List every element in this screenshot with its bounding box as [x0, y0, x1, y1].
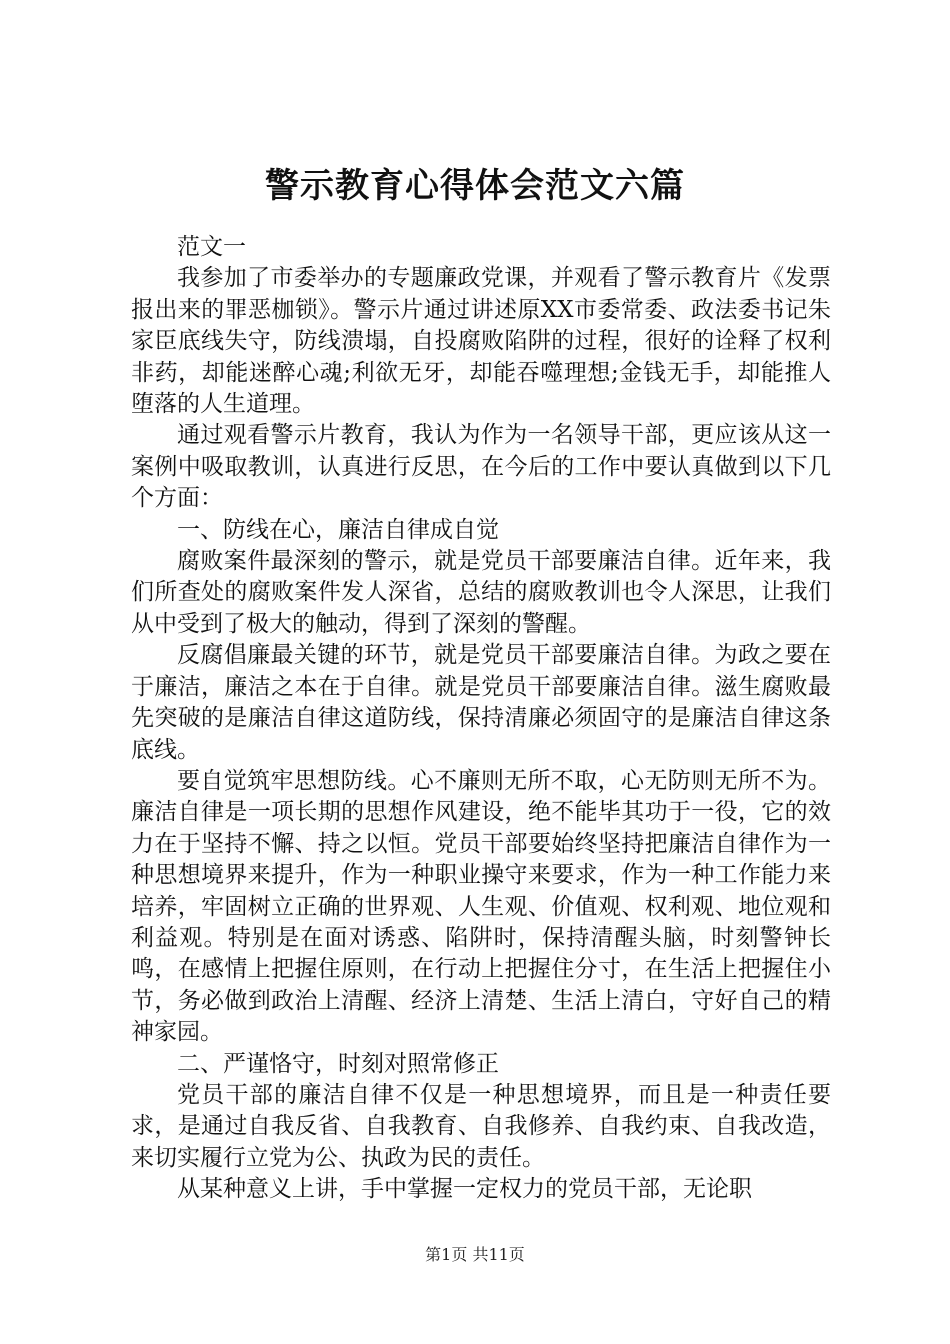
- paragraph: 要自觉筑牢思想防线。心不廉则无所不取，心无防则无所不为。廉洁自律是一项长期的思想作风建设，绝不能毕其功于一役，它的效力在于坚持不懈、持之以恒。党员干部要始终坚持把廉洁自律作为一种思想境界来提升，作为一种职业操守来要求，作为一种工作能力来培养，牢固树立正确的世界观、人生观、价值观、权利观、地位观和利益观。特别是在面对诱惑、陷阱时，保持清醒头脑，时刻警钟长鸣，在感情上把握住原则，在行动上把握住分寸，在生活上把握住小节，务必做到政治上清醒、经济上清楚、生活上清白，守好自己的精神家园。: [131, 767, 831, 1046]
- section-heading: 一、防线在心，廉洁自律成自觉: [177, 516, 499, 543]
- page-footer: 第1页 共11页: [425, 1245, 525, 1264]
- paragraph: 腐败案件最深刻的警示，就是党员干部要廉洁自律。近年来，我们所查处的腐败案件发人深省，总结的腐败教训也令人深思，让我们从中受到了极大的触动，得到了深刻的警醒。: [131, 548, 831, 637]
- paragraph: 党员干部的廉洁自律不仅是一种思想境界，而且是一种责任要求，是通过自我反省、自我教育、自我修养、自我约束、自我改造，来切实履行立党为公、执政为民的责任。: [131, 1081, 831, 1171]
- page-title: 警示教育心得体会范文六篇: [265, 166, 685, 206]
- section-label: 范文一: [177, 234, 246, 260]
- paragraph: 通过观看警示片教育，我认为作为一名领导干部，更应该从这一案例中吸取教训，认真进行反思，在今后的工作中要认真做到以下几个方面：: [131, 422, 831, 512]
- section-heading: 二、严谨恪守，时刻对照常修正: [177, 1050, 499, 1077]
- paragraph: 我参加了市委举办的专题廉政党课，并观看了警示教育片《发票报出来的罪恶枷锁》。警示片通过讲述原XX市委常委、政法委书记朱家臣底线失守，防线溃塌，自投腐败陷阱的过程，很好的诠释了权利非药，却能迷醉心魂;利欲无牙，却能吞噬理想;金钱无手，却能推人堕落的人生道理。: [131, 265, 831, 418]
- paragraph: 从某种意义上讲，手中掌握一定权力的党员干部，无论职: [177, 1176, 752, 1203]
- document-body: [131, 232, 831, 1206]
- paragraph: 反腐倡廉最关键的环节，就是党员干部要廉洁自律。为政之要在于廉洁，廉洁之本在于自律。就是党员干部要廉洁自律。滋生腐败最先突破的是廉洁自律这道防线，保持清廉必须固守的是廉洁自律这条底线。: [131, 642, 831, 763]
